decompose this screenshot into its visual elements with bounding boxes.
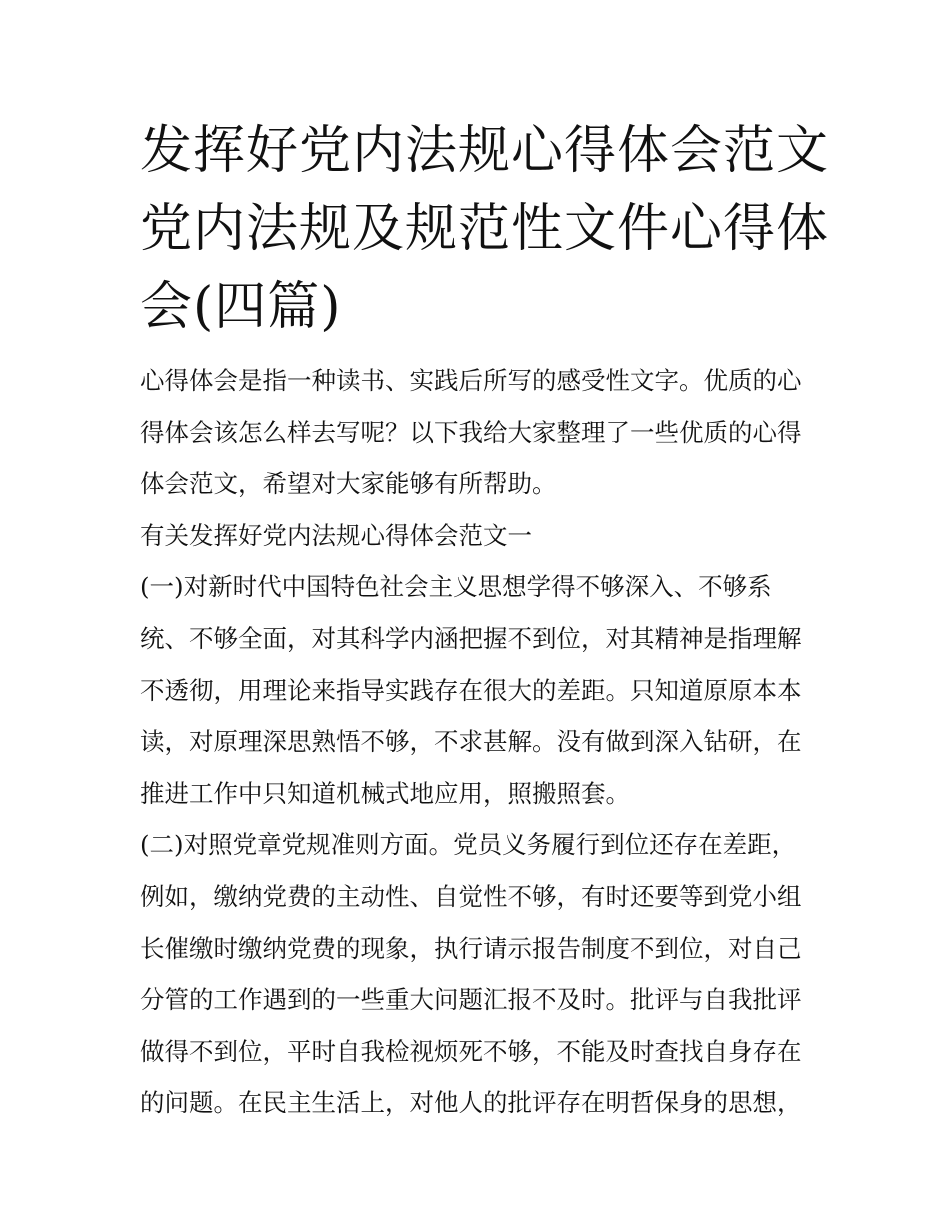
text-line: 做得不到位，平时自我检视烦死不够，不能及时查找自身存在: [140, 1036, 802, 1066]
document-title: [140, 112, 830, 346]
title-line: 会(四篇): [140, 277, 342, 337]
point-two-paragraph: [140, 819, 820, 1129]
intro-paragraph: [140, 355, 820, 510]
text-line: 长催缴时缴纳党费的现象，执行请示报告制度不到位，对自己: [140, 933, 802, 963]
text-line: 推进工作中只知道机械式地应用，照搬照套。: [140, 778, 630, 808]
document-body: [140, 355, 820, 1129]
text-line: 分管的工作遇到的一些重大问题汇报不及时。批评与自我批评: [140, 985, 802, 1015]
text-line: 的问题。在民主生活上，对他人的批评存在明哲保身的思想，: [140, 1088, 802, 1118]
text-line: 统、不够全面，对其科学内涵把握不到位，对其精神是指理解: [140, 623, 802, 653]
text-line: 得体会该怎么样去写呢？以下我给大家整理了一些优质的心得: [140, 417, 802, 447]
title-line: 发挥好党内法规心得体会范文: [140, 121, 830, 181]
text-line: 读，对原理深思熟悟不够，不求甚解。没有做到深入钻研，在: [140, 727, 802, 757]
text-line: 例如，缴纳党费的主动性、自觉性不够，有时还要等到党小组: [140, 881, 802, 911]
text-line: 心得体会是指一种读书、实践后所写的感受性文字。优质的心: [140, 366, 802, 395]
text-line: (二)对照党章党规准则方面。党员义务履行到位还存在差距，: [140, 830, 797, 860]
text-line: 有关发挥好党内法规心得体会范文一: [140, 520, 532, 550]
text-line: 不透彻，用理论来指导实践存在很大的差距。只知道原原本本: [140, 675, 802, 705]
text-line: 体会范文，希望对大家能够有所帮助。: [140, 469, 557, 499]
point-one-paragraph: [140, 561, 820, 819]
text-line: (一)对新时代中国特色社会主义思想学得不够深入、不够系: [140, 572, 772, 602]
section-heading: [140, 510, 820, 562]
title-line: 党内法规及规范性文件心得体: [140, 199, 830, 259]
